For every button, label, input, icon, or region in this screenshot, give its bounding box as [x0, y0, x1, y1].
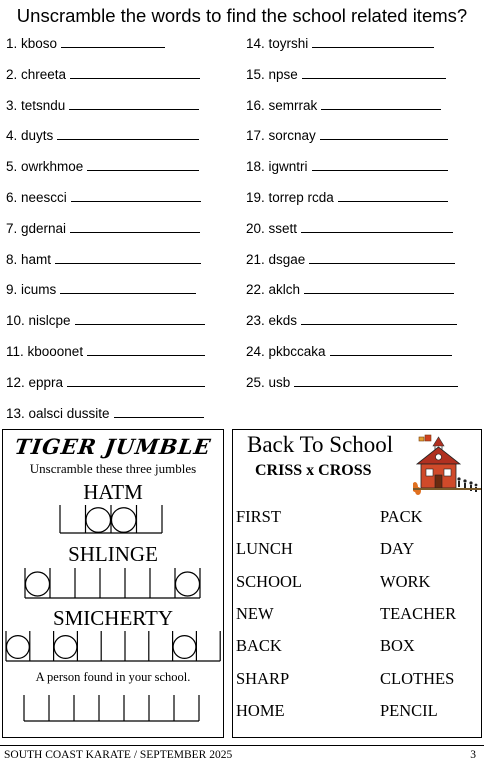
- scramble-item: [6, 35, 165, 52]
- answer-line[interactable]: [67, 374, 205, 387]
- scramble-word: 22. aklch: [246, 282, 301, 298]
- scramble-word: 8. hamt: [6, 251, 52, 267]
- footer-divider: [0, 745, 484, 746]
- scramble-word: 18. igwntri: [246, 159, 308, 175]
- scramble-item: [246, 35, 434, 52]
- scramble-item: [6, 220, 200, 237]
- scramble-word: 11. kbooonet: [6, 344, 84, 359]
- answer-line[interactable]: [304, 281, 454, 294]
- answer-line[interactable]: [309, 251, 455, 264]
- crisscross-word: PACK: [380, 507, 423, 526]
- answer-line[interactable]: [114, 405, 204, 418]
- answer-line[interactable]: [61, 35, 165, 48]
- scramble-word: 6. neescci: [6, 190, 67, 205]
- scramble-item: [246, 127, 448, 144]
- scramble-word: 2. chreeta: [6, 66, 67, 82]
- scramble-item: [246, 343, 452, 360]
- crisscross-word: FIRST: [236, 507, 281, 526]
- answer-line[interactable]: [320, 127, 448, 140]
- scramble-word: 7. gdernai: [6, 220, 67, 236]
- crisscross-title: Back To School: [247, 432, 394, 457]
- answer-line[interactable]: [75, 312, 205, 325]
- scramble-word: 25. usb: [246, 374, 291, 390]
- answer-line[interactable]: [87, 158, 199, 171]
- tiger-jumble-title: TIGER JUMBLE: [13, 434, 213, 459]
- answer-line[interactable]: [70, 66, 200, 79]
- scramble-word: 15. npse: [246, 66, 298, 82]
- jumble-circled-slot: [175, 572, 199, 596]
- scramble-word: 16. semrrak: [246, 97, 318, 113]
- answer-line[interactable]: [294, 374, 458, 387]
- scramble-item: [246, 220, 453, 237]
- scramble-word: 17. sorcnay: [246, 128, 316, 144]
- scramble-word: 10. nislcpe: [6, 313, 71, 329]
- scramble-word: 21. dsgae: [246, 251, 306, 267]
- answer-line[interactable]: [330, 343, 452, 356]
- scramble-word: 14. toyrshi: [246, 36, 309, 51]
- crisscross-word: DAY: [380, 539, 415, 559]
- answer-line[interactable]: [312, 35, 434, 48]
- scramble-item: [246, 251, 455, 268]
- scramble-word: 13. oalsci dussite: [6, 405, 110, 421]
- answer-line[interactable]: [321, 97, 441, 110]
- scramble-word: 19. torrep rcda: [246, 190, 334, 205]
- answer-line[interactable]: [70, 220, 200, 233]
- scramble-word: 4. duyts: [6, 128, 54, 144]
- answer-line[interactable]: [312, 158, 448, 171]
- crisscross-word: BACK: [236, 636, 282, 656]
- scramble-item: [6, 374, 205, 391]
- scramble-item: [6, 97, 199, 114]
- scramble-word: 1. kboso: [6, 36, 58, 51]
- scramble-word: 9. icums: [6, 282, 57, 298]
- scramble-item: [6, 66, 200, 83]
- schoolhouse-icon: [413, 431, 481, 497]
- crisscross-panel: [232, 429, 482, 738]
- crisscross-word: NEW: [236, 603, 274, 623]
- scramble-word: 20. ssett: [246, 220, 298, 236]
- scramble-item: [246, 312, 457, 329]
- jumble-subtitle: Unscramble these three jumbles: [29, 461, 197, 476]
- jumble-word-3: SMICHERTY: [52, 606, 174, 630]
- answer-line[interactable]: [55, 251, 201, 264]
- answer-line[interactable]: [69, 97, 199, 110]
- scramble-item: [246, 66, 446, 83]
- scramble-item: [6, 343, 205, 360]
- crisscross-word: PENCIL: [380, 700, 438, 720]
- answer-line[interactable]: [338, 189, 448, 202]
- scramble-item: [246, 189, 448, 206]
- jumble-word-1: HATM: [83, 480, 143, 504]
- crisscross-subtitle: CRISS x CROSS: [255, 462, 372, 479]
- jumble-circled-slot: [86, 507, 111, 532]
- scramble-word: 24. pkbccaka: [246, 344, 326, 359]
- crisscross-word: SCHOOL: [236, 571, 303, 591]
- answer-line[interactable]: [301, 312, 457, 325]
- page-title: Unscramble the words to find the school related items?: [16, 5, 468, 26]
- jumble-answer-boxes: [2, 429, 224, 738]
- jumble-word-2: SHLINGE: [68, 542, 158, 566]
- jumble-circled-slot: [54, 635, 77, 658]
- scramble-word: 5. owrkhmoe: [6, 159, 84, 175]
- answer-line[interactable]: [87, 343, 205, 356]
- scramble-word: 12. eppra: [6, 374, 64, 390]
- scramble-item: [6, 158, 199, 175]
- scramble-item: [6, 251, 201, 268]
- answer-line[interactable]: [71, 189, 201, 202]
- crisscross-word: TEACHER: [380, 603, 457, 623]
- scramble-item: [6, 405, 204, 422]
- crisscross-word: WORK: [380, 571, 431, 591]
- page-number: 3: [470, 749, 476, 761]
- scramble-item: [6, 281, 196, 298]
- tiger-jumble-panel: [2, 429, 224, 738]
- crisscross-word: HOME: [236, 700, 285, 720]
- footer-text: SOUTH COAST KARATE / SEPTEMBER 2025: [4, 749, 233, 761]
- scramble-word: 23. ekds: [246, 313, 298, 329]
- answer-line[interactable]: [301, 220, 453, 233]
- scramble-item: [246, 158, 448, 175]
- scramble-item: [6, 127, 199, 144]
- answer-line[interactable]: [57, 127, 199, 140]
- jumble-circled-slot: [111, 507, 136, 532]
- jumble-circled-slot: [6, 635, 29, 658]
- scramble-item: [6, 189, 201, 206]
- scramble-item: [246, 374, 458, 391]
- scramble-item: [246, 97, 441, 114]
- scramble-word: 3. tetsndu: [6, 97, 66, 113]
- crisscross-word: LUNCH: [236, 539, 293, 559]
- crisscross-word: BOX: [380, 636, 415, 656]
- jumble-final-clue: A person found in your school.: [35, 670, 191, 684]
- answer-line[interactable]: [60, 281, 196, 294]
- answer-line[interactable]: [302, 66, 446, 79]
- crisscross-word: SHARP: [236, 668, 290, 688]
- crisscross-word: CLOTHES: [380, 668, 455, 688]
- scramble-item: [6, 312, 205, 329]
- jumble-circled-slot: [173, 635, 196, 658]
- scramble-item: [246, 281, 454, 298]
- jumble-circled-slot: [25, 572, 49, 596]
